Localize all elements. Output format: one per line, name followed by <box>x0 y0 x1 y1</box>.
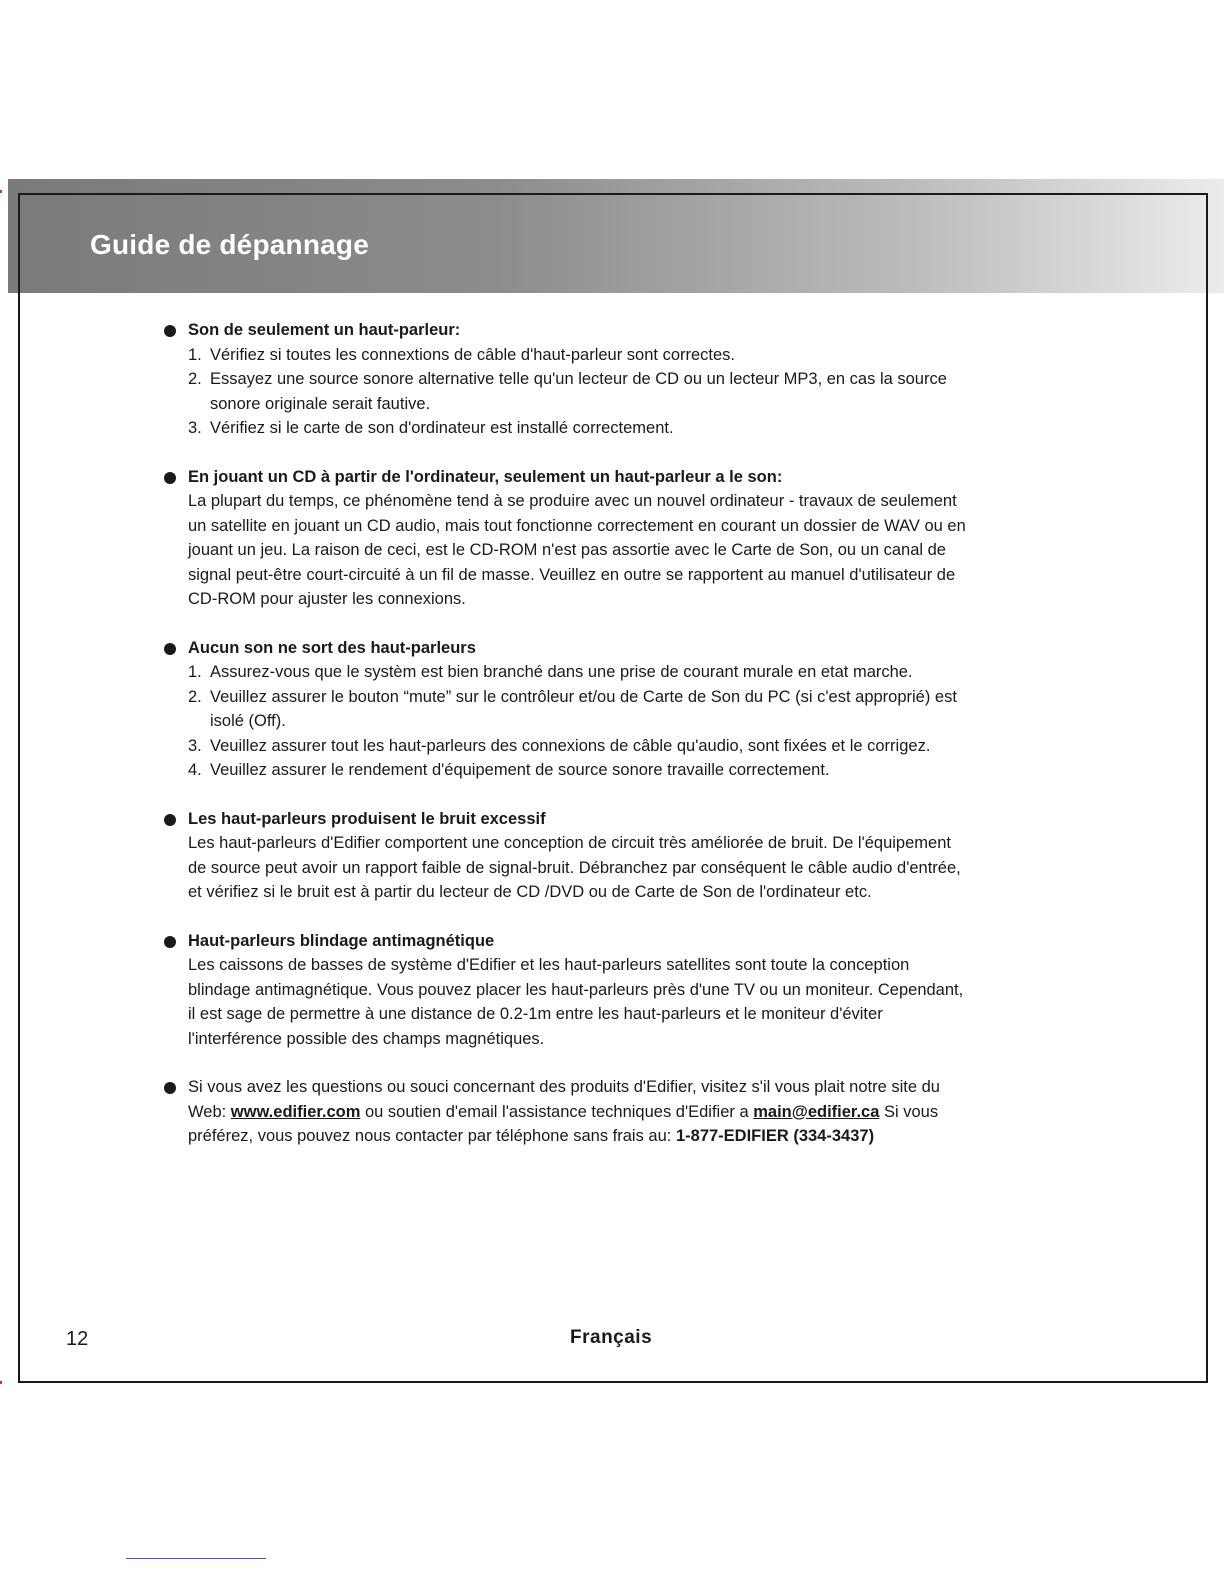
section-paragraph: Les haut-parleurs d'Edifier comportent une conception de circuit très améliorée de bruit. De l'équipement de source peut avoir un rapport faible de signal-bruit. Débranchez par conséquent le câble audio d'entrée, et vérifiez si le bruit est à partir du lecteur de CD /DVD ou de Carte de Son de l'ordinateur etc. <box>188 834 961 901</box>
list-item <box>188 343 970 368</box>
section-no-sound <box>160 636 970 783</box>
list-text: Vérifiez si toutes les connextions de câble d'haut-parleur sont correctes. <box>210 345 736 364</box>
section-title: Aucun son ne sort des haut-parleurs <box>188 638 476 657</box>
bottom-rule <box>126 1558 266 1559</box>
list-text: Vérifiez si le carte de son d'ordinateur est installé correctement. <box>210 419 674 437</box>
page-number: 12 <box>66 1328 89 1350</box>
list-number: 1. <box>188 345 202 364</box>
bullet-icon <box>164 814 176 826</box>
list-item <box>188 685 970 734</box>
contact-paragraph <box>188 1075 970 1149</box>
troubleshooting-content <box>160 318 970 1173</box>
section-title: Haut-parleurs blindage antimagnétique <box>188 931 495 950</box>
list-item <box>188 416 970 441</box>
website-link[interactable]: www.edifier.com <box>230 1102 361 1121</box>
section-cd-one-speaker <box>160 465 970 612</box>
list-item <box>188 367 970 416</box>
footer-language: Français <box>570 1327 653 1348</box>
section-paragraph: Les caissons de basses de système d'Edifier et les haut-parleurs satellites sont toute la conception blindage antimagnétique. Vous pouvez placer les haut-parleurs près d'une TV ou un moniteur. Cependant, il est sage de permettre à une distance de 0.2-1m entre les haut-parleurs et le moniteur d'éviter l'interférence possible des champs magnétiques. <box>188 956 964 1048</box>
section-paragraph: La plupart du temps, ce phénomène tend à se produire avec un nouvel ordinateur - travaux de seulement un satellite en jouant un CD audio, mais tout fonctionne correctement en courant un dossier de WAV ou en jouant un jeu. La raison de ceci, est le CD-ROM n'est pas assortie avec le Carte de Son, ou un canal de signal peut-être court-circuité à un fil de masse. Veuillez en outre se rapportent au manuel d'utilisateur de CD-ROM pour ajuster les connexions. <box>188 492 966 608</box>
list-number: 2. <box>188 370 202 388</box>
contact-text: Si vous préférez, vous pouvez nous contacter par téléphone sans frais au: <box>188 1102 939 1145</box>
bullet-icon <box>164 325 176 337</box>
bullet-icon <box>164 643 176 655</box>
list-number: 1. <box>188 663 202 681</box>
phone-number: 1-877-EDIFIER (334-3437) <box>675 1127 875 1145</box>
section-contact <box>160 1075 970 1149</box>
list-text: Veuillez assurer le bouton “mute” sur le contrôleur et/ou de Carte de Son du PC (si c'est approprié) est isolé (Off). <box>210 687 957 730</box>
section-one-speaker <box>160 318 970 441</box>
contact-text: ou soutien d'email l'assistance techniques d'Edifier a <box>360 1102 754 1121</box>
list-number: 3. <box>188 419 202 437</box>
list-number: 2. <box>188 687 202 706</box>
list-text: Veuillez assurer tout les haut-parleurs des connexions de câble qu'audio, sont fixées et le corrigez. <box>210 736 931 755</box>
section-excessive-noise <box>160 807 970 905</box>
edge-mark <box>0 1381 2 1384</box>
email-link[interactable]: main@edifier.ca <box>753 1102 880 1121</box>
section-title: Son de seulement un haut-parleur: <box>188 321 461 339</box>
list-text: Assurez-vous que le systèm est bien branché dans une prise de courant murale en etat marche. <box>210 663 913 681</box>
section-title: En jouant un CD à partir de l'ordinateur, seulement un haut-parleur a le son: <box>188 467 783 486</box>
section-title: Les haut-parleurs produisent le bruit excessif <box>188 809 546 828</box>
list-number: 4. <box>188 761 202 779</box>
section-magnetic-shielding <box>160 929 970 1052</box>
list-item <box>188 758 970 783</box>
list-item <box>188 660 970 685</box>
list-text: Essayez une source sonore alternative telle qu'un lecteur de CD ou un lecteur MP3, en cas la source sonore originale serait fautive. <box>210 370 947 413</box>
list-number: 3. <box>188 736 202 755</box>
page-title: Guide de dépannage <box>90 229 369 260</box>
bullet-icon <box>164 472 176 484</box>
contact-text: Si vous avez les questions ou souci concernant des produits d'Edifier, visitez s'il vous plait notre site du Web: <box>188 1078 940 1121</box>
bullet-icon <box>164 1082 176 1094</box>
list-text: Veuillez assurer le rendement d'équipement de source sonore travaille correctement. <box>210 761 830 779</box>
bullet-icon <box>164 936 176 948</box>
edge-mark <box>0 190 2 193</box>
list-item <box>188 734 970 759</box>
